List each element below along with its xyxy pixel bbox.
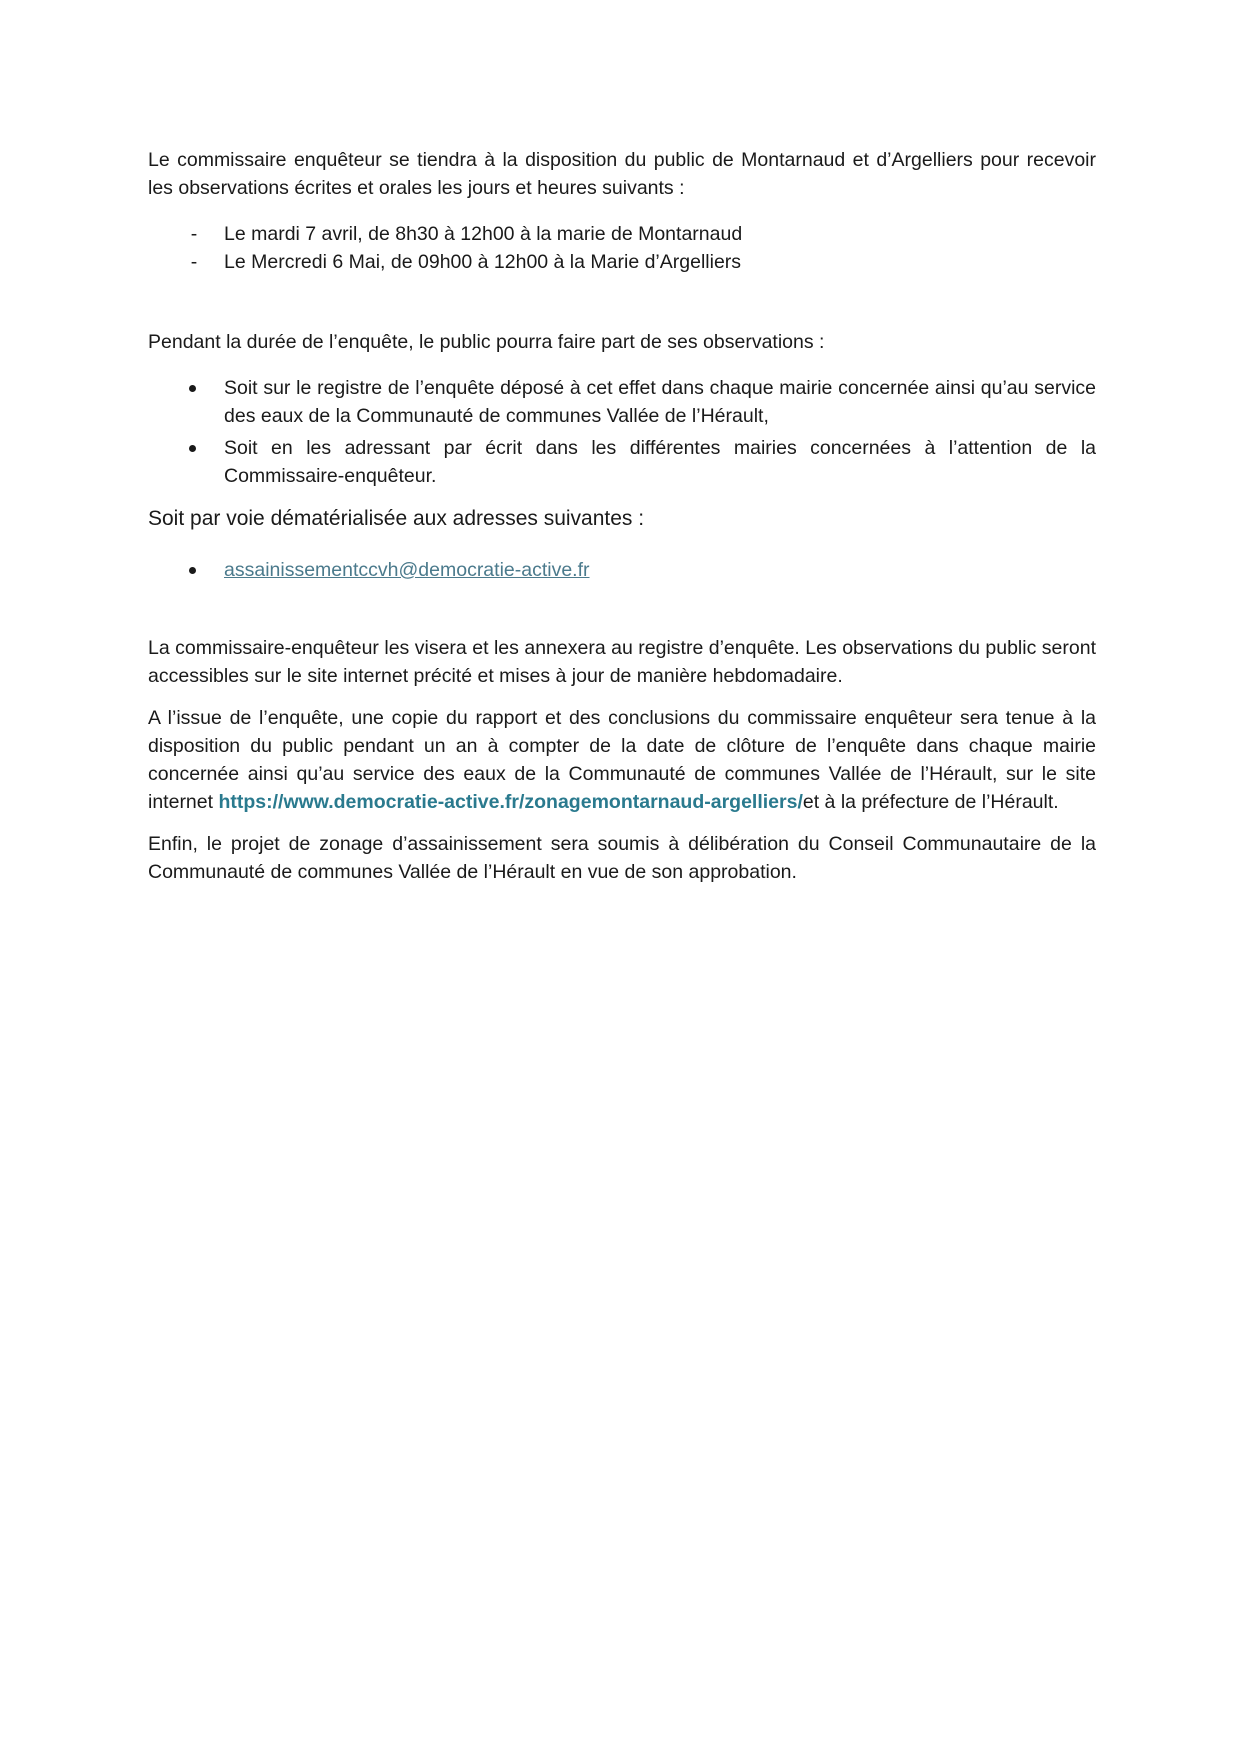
- conclusion-paragraph: Enfin, le projet de zonage d’assainissement sera soumis à délibération du Conseil Communautaire de la Communauté de communes Vallée de l’Hérault en vue de son approbation.: [148, 833, 1096, 883]
- list-item: [148, 374, 1096, 430]
- dash-marker: -: [190, 223, 198, 245]
- observations-list: [148, 374, 1096, 490]
- email-list: [148, 556, 1096, 584]
- issue-text-before: A l’issue de l’enquête, une copie du rapport et des conclusions du commissaire enquêteur sera tenue à la disposition du public pendant un an à compter de la date de clôture de l’enquête dans chaque mairie concernée ainsi qu’au service des eaux de la Communauté de communes Vallée de l’Hérault, sur le site internet: [148, 707, 1096, 813]
- document-page: [148, 146, 1096, 886]
- observations-paragraph: Pendant la durée de l’enquête, le public pourra faire part de ses observations :: [148, 331, 825, 353]
- registre-paragraph: La commissaire-enquêteur les visera et les annexera au registre d’enquête. Les observations du public seront accessibles sur le site internet précité et mises à jour de manière hebdomadaire.: [148, 637, 1096, 687]
- list-item-text: Le Mercredi 6 Mai, de 09h00 à 12h00 à la Marie d’Argelliers: [224, 251, 742, 273]
- list-item: [148, 434, 1096, 490]
- issue-paragraph: [148, 704, 1096, 816]
- dematerialise-heading: Soit par voie dématérialisée aux adresses suivantes :: [148, 507, 645, 530]
- website-link[interactable]: https://www.democratie-active.fr/zonagemontarnaud-argelliers/: [218, 791, 803, 813]
- list-item: [148, 220, 1096, 248]
- bullet-icon: [189, 445, 196, 452]
- permanences-list: [148, 220, 1096, 276]
- bullet-icon: [189, 567, 196, 574]
- issue-text-after: et à la préfecture de l’Hérault.: [802, 791, 1059, 813]
- list-item-text: Le mardi 7 avril, de 8h30 à 12h00 à la marie de Montarnaud: [224, 223, 743, 245]
- intro-paragraph: Le commissaire enquêteur se tiendra à la disposition du public de Montarnaud et d’Argelliers pour recevoir les observations écrites et orales les jours et heures suivants :: [148, 149, 1096, 199]
- list-item: [148, 556, 1096, 584]
- list-item: [148, 248, 1096, 276]
- bullet-icon: [189, 385, 196, 392]
- list-item-text: Soit en les adressant par écrit dans les différentes mairies concernées à l’attention de la Commissaire-enquêteur.: [224, 437, 1096, 487]
- dash-marker: -: [190, 251, 198, 273]
- email-link[interactable]: assainissementccvh@democratie-active.fr: [224, 559, 590, 581]
- list-item-text: Soit sur le registre de l’enquête déposé à cet effet dans chaque mairie concernée ainsi qu’au service des eaux de la Communauté de communes Vallée de l’Hérault,: [224, 377, 1096, 427]
